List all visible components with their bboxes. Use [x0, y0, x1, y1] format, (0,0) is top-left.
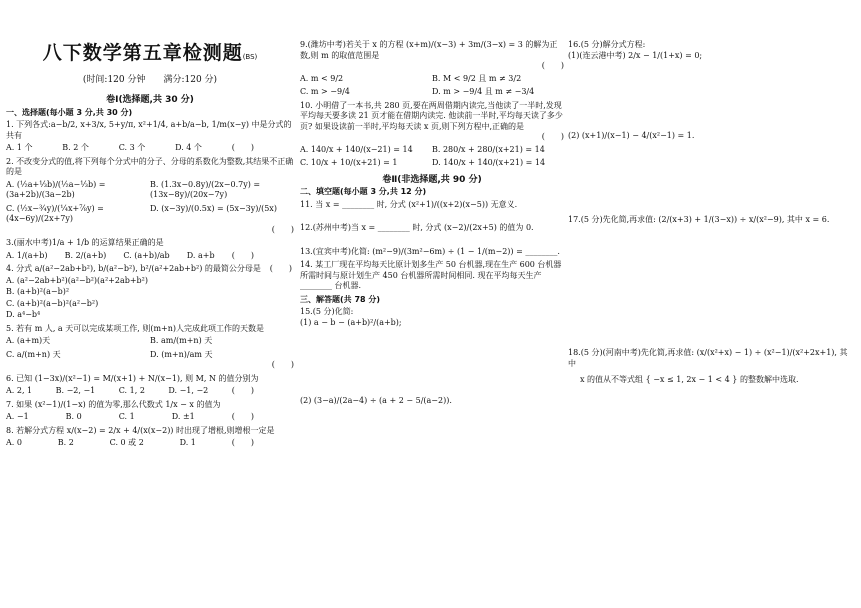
left-column	[6, 34, 294, 452]
question-3: 3.(丽水中考)1/a + 1/b 的运算结果正确的是 A. 1/(a+b) B. 2/(a+b) C. (a+b)/ab D. a+b ( )	[6, 238, 294, 261]
question-11: 11. 当 x = ________ 时, 分式 (x²+1)/((x+2)(x−5)) 无意义.	[300, 199, 518, 209]
q1-options: A. 1 个 B. 2 个 C. 3 个 D. 4 个 ( )	[6, 143, 254, 152]
section2-heading: 二、填空题(每小题 3 分,共 12 分)	[300, 187, 427, 196]
question-2: 2. 不改变分式的值,将下列每个分式中的分子、分母的系数化为整数,其结果不正确的是 A. (½a+⅓b)/(½a−⅓b) = (3a+2b)/(3a−2b) B. (1.3x−0.8y)/(2x−0.7y) = (13x−8y)/(20x−7y) C. (½x−¾y)/(¼x+⅞y) = (4x−6y)/(2x+7y) D. (x−3y)/(0.5x) = (5x−3y)/(5x) ( )	[6, 156, 294, 234]
time-score-line: (时间:120 分钟 满分:120 分)	[82, 74, 218, 85]
question-15: 15.(5 分)化简: (1) a − b − (a+b)²/(a+b); (2) (3−a)/(2a−4) ÷ (a + 2 − 5/(a−2)).	[300, 307, 452, 405]
question-7: 7. 如果 (x²−1)/(1−x) 的值为零,那么代数式 1/x − x 的值为 A. −1 B. 0 C. 1 D. ±1 ( )	[6, 400, 294, 423]
q6-options: A. 2, 1 B. −2, −1 C. 1, 2 D. −1, −2 ( )	[6, 386, 254, 395]
q8-options: A. 0 B. 2 C. 0 或 2 D. 1 ( )	[6, 438, 254, 447]
q10-options: A. 140/x + 140/(x−21) = 14 B. 280/x + 280/(x+21) = 14 C. 10/x + 10/(x+21) = 1 D. 140/x + 140/(x+21) = 14	[300, 144, 546, 167]
question-6: 6. 已知 (1−3x)/(x²−1) = M/(x+1) + N/(x−1), 则 M, N 的值分别为 A. 2, 1 B. −2, −1 C. 1, 2 D. −1, −2 ( )	[6, 374, 294, 397]
section1-heading: 一、选择题(每小题 3 分,共 30 分)	[6, 107, 133, 117]
question-5: 5. 若有 m 人, a 天可以完成某项工作, 则(m+n)人完成此项工作的天数是 A. (a+m)天 B. am/(m+n) 天 C. a/(m+n) 天 D. (m+n)/am 天 ( )	[6, 323, 294, 369]
question-4: 4. 分式 a/(a²−2ab+b²), b/(a²−b²), b²/(a²+2ab+b²) 的最简公分母是 A. (a²−2ab+b²)(a²−b²)(a²+2ab+b²) B. (a+b)²(a−b)² C. (a+b)²(a−b)²(a²−b²) D. a⁴−b⁴ ( )	[6, 264, 292, 319]
question-9: 9.(潍坊中考)若关于 x 的方程 (x+m)/(x−3) + 3m/(3−x) = 3 的解为正数,则 m 的取值范围是 ( ) A. m < 9/2 B. M < 9/2 且 m ≠ 3/2 C. m > −9/4 D. m > −9/4 且 m ≠ −3/4	[300, 40, 564, 96]
part2-title: 卷Ⅱ(非选择题,共 90 分)	[382, 174, 482, 185]
right-column	[568, 40, 854, 389]
question-16: 16.(5 分)解分式方程: (1)(连云港中考) 2/x − 1/(1+x) = 0; (2) (x+1)/(x−1) − 4/(x²−1) = 1.	[568, 40, 703, 140]
part1-title: 卷Ⅰ(选择题,共 30 分)	[106, 95, 194, 105]
question-14: 14. 某工厂现在平均每天比原计划多生产 50 台机器,现在生产 600 台机器所需时间与原计划生产 450 台机器所需时间相同. 现在平均每天生产 ________ 台机器.	[300, 260, 562, 290]
question-12: 12.(苏州中考)当 x = ________ 时, 分式 (x−2)/(2x+5) 的值为 0.	[300, 223, 534, 232]
q3-options: A. 1/(a+b) B. 2/(a+b) C. (a+b)/ab D. a+b ( )	[6, 250, 254, 260]
edition-label: (BS)	[242, 53, 258, 61]
q9-options: A. m < 9/2 B. M < 9/2 且 m ≠ 3/2 C. m > −9/4 D. m > −9/4 且 m ≠ −3/4	[300, 73, 535, 96]
question-1: 1. 下列各式:a−b/2, x+3/x, 5+y/π, x²+1/4, a+b/a−b, 1/m(x−y) 中是分式的共有 A. 1 个 B. 2 个 C. 3 个 D. 4 个 ( )	[6, 120, 294, 154]
question-10: 10. 小明借了一本书,共 280 页,要在两周借期内读完,当他读了一半时,发现平均每天要多读 21 页才能在借期内读完. 他读前一半时,平均每天读了多少页? 如果设读前一半时,平均每天读 x 页,则下列方程中,正确的是 ( ) A. 140/x + 140/(x−21) = 14 B. 280/x + 280/(x+21) = 14 C. 10/x + 10/(x+21) = 1 D. 140/x + 140/(x+21) = 14	[300, 100, 564, 167]
question-17: 17.(5 分)先化简,再求值: (2/(x+3) + 1/(3−x)) ÷ x/(x²−9), 其中 x = 6.	[568, 214, 830, 224]
q5-options: A. (a+m)天 B. am/(m+n) 天 C. a/(m+n) 天 D. (m+n)/am 天	[6, 336, 213, 359]
section3-heading: 三、解答题(共 78 分)	[300, 294, 381, 304]
q2-options: A. (½a+⅓b)/(½a−⅓b) = (3a+2b)/(3a−2b) B. (1.3x−0.8y)/(2x−0.7y) = (13x−8y)/(20x−7y) C. (½x−¾y)/(¼x+⅞y) = (4x−6y)/(2x+7y) D. (x−3y)/(0.5x) = (5x−3y)/(5x)	[6, 179, 277, 223]
question-18: 18.(5 分)(河南中考)先化简,再求值: (x/(x²+x) − 1) ÷ (x²−1)/(x²+2x+1), 其中 x 的值从不等式组 { −x ≤ 1, 2x − 1 < 4 } 的整数解中选取.	[568, 348, 848, 384]
q4-options: A. (a²−2ab+b²)(a²−b²)(a²+2ab+b²) B. (a+b)²(a−b)² C. (a+b)²(a−b)²(a²−b²) D. a⁴−b⁴	[6, 275, 148, 319]
question-13: 13.(宜宾中考)化简: (m²−9)/(3m²−6m) ÷ (1 − 1/(m−2)) = ________.	[300, 246, 560, 256]
page-title: 八下数学第五章检测题(BS)	[42, 42, 258, 64]
middle-column	[300, 40, 564, 410]
question-8: 8. 若解分式方程 x/(x−2) = 2/x + 4/(x(x−2)) 时出现了增根,则增根一定是 A. 0 B. 2 C. 0 或 2 D. 1 ( )	[6, 426, 294, 449]
q7-options: A. −1 B. 0 C. 1 D. ±1 ( )	[6, 412, 254, 421]
